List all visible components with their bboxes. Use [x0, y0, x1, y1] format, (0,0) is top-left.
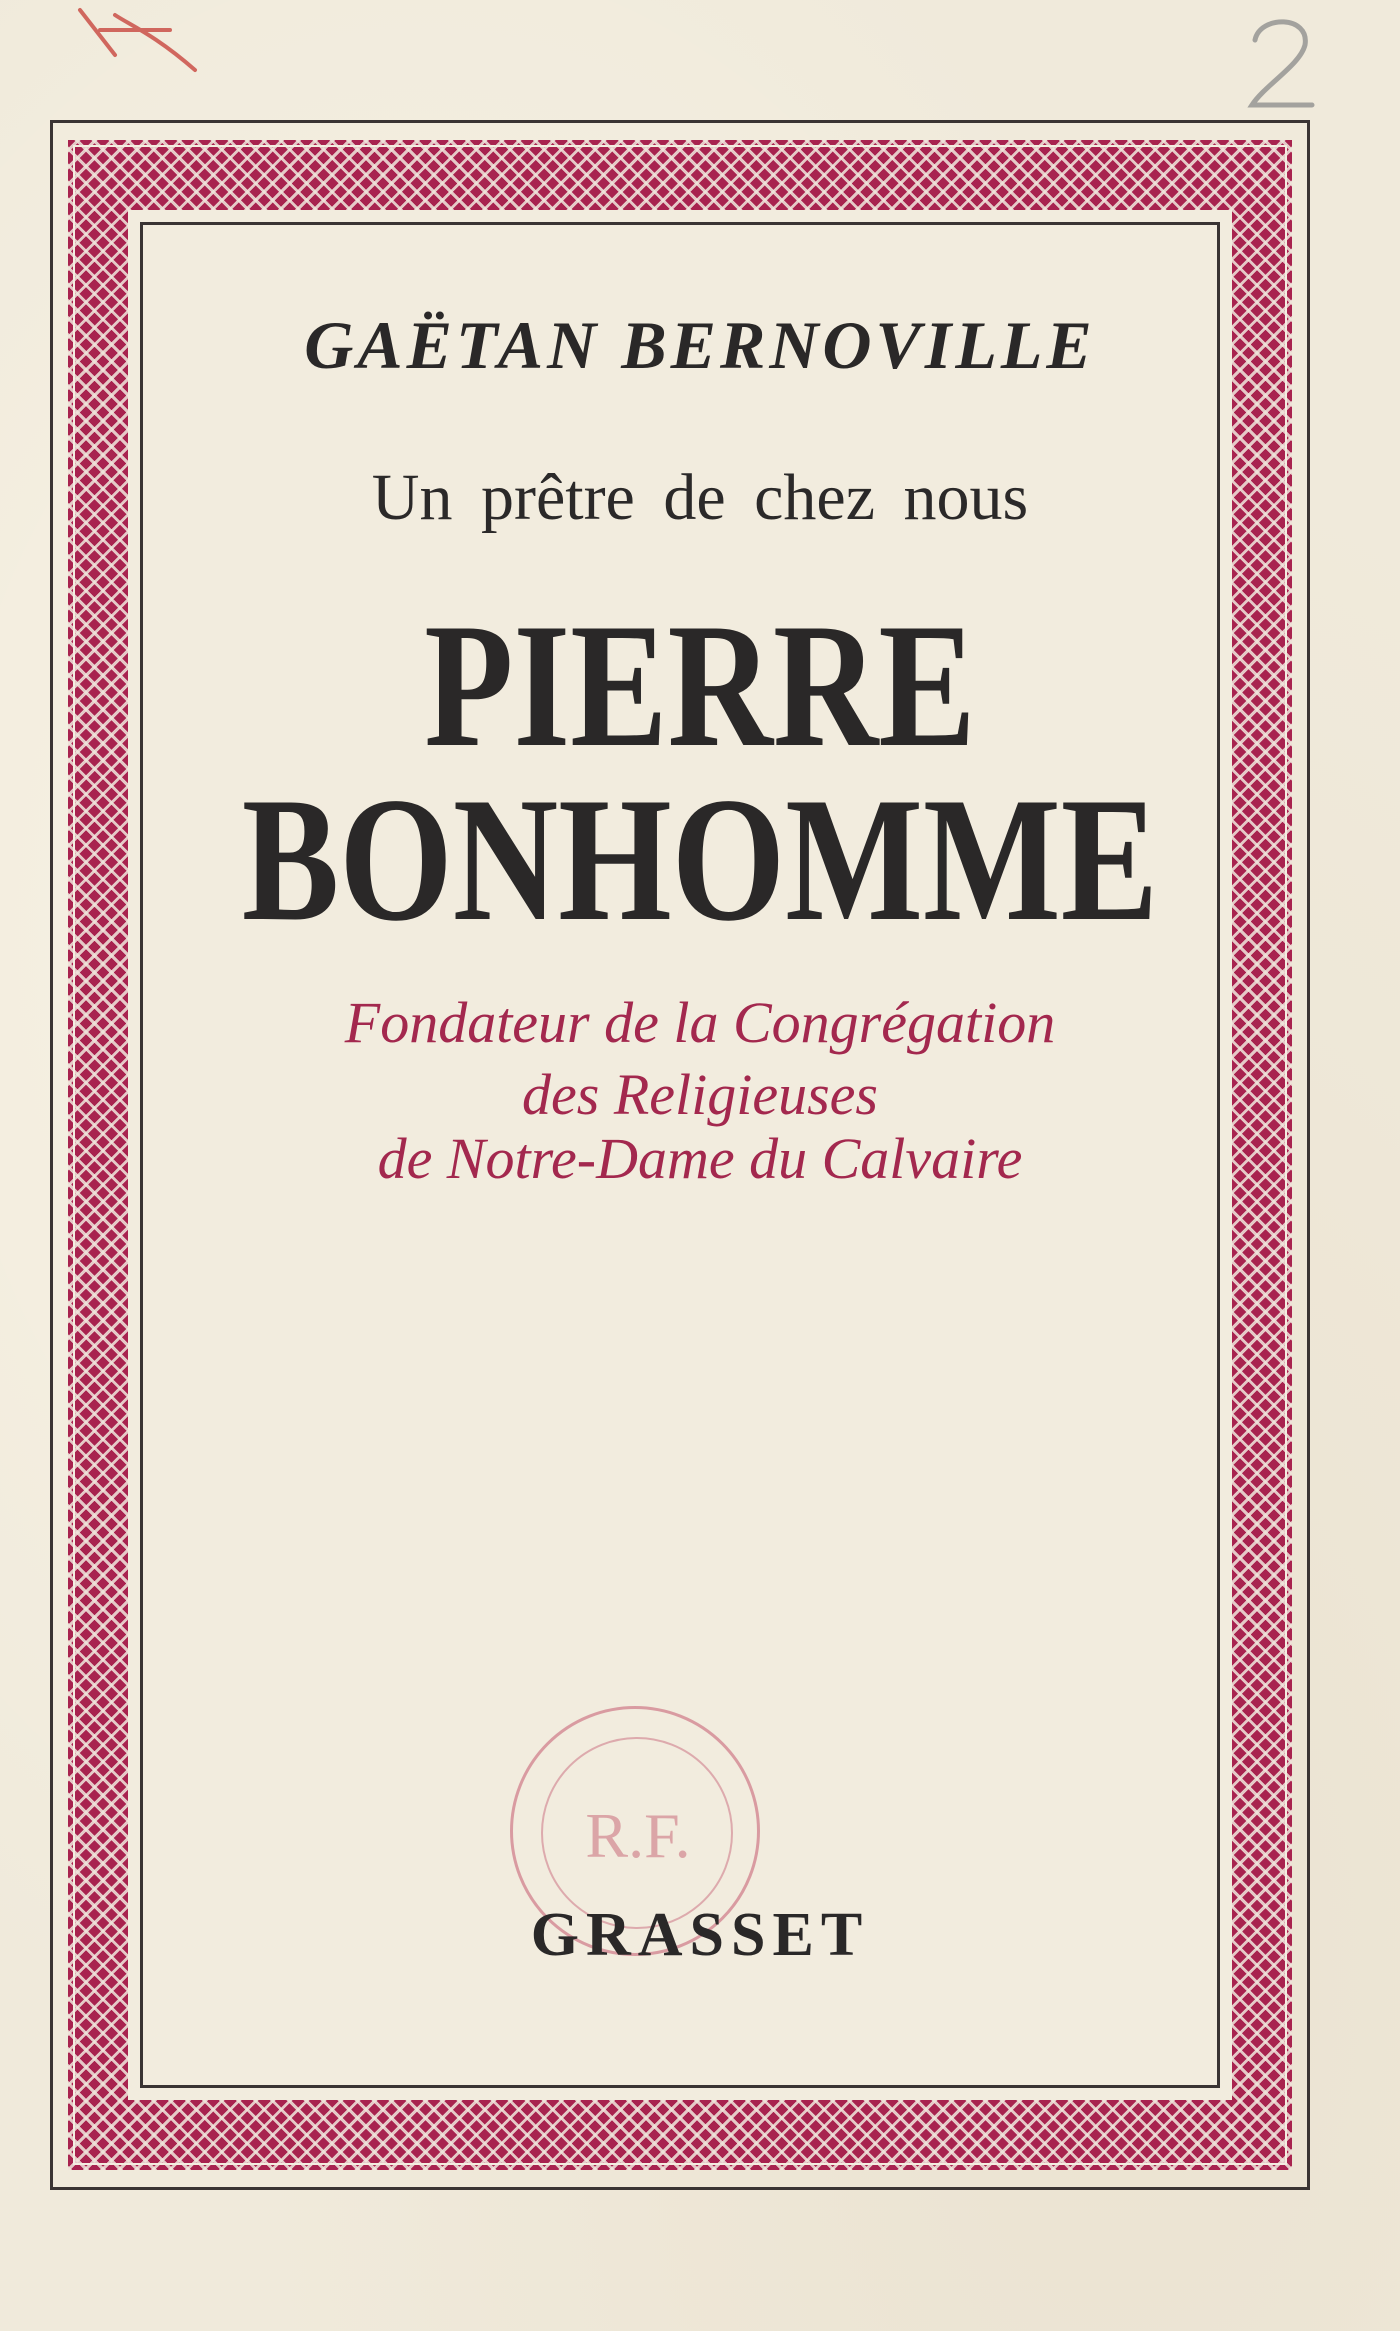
tagline-line-3: de Notre-Dame du Calvaire — [377, 1126, 1023, 1191]
tagline-line-2: des Religieuses — [522, 1062, 878, 1127]
handwritten-number-mark — [1240, 10, 1330, 120]
tagline-line-1: Fondateur de la Congrégation — [344, 990, 1056, 1055]
author-name: GAËTAN BERNOVILLE — [304, 307, 1096, 383]
handwritten-mark-left — [60, 0, 210, 80]
publisher-name: GRASSET — [530, 1901, 870, 1969]
subtitle: Un prêtre de chez nous — [371, 461, 1029, 534]
title-line-2: BONHOMME — [241, 760, 1159, 958]
library-stamp-mark: R.F. — [585, 1800, 691, 1871]
title-line-1: PIERRE — [424, 586, 976, 784]
